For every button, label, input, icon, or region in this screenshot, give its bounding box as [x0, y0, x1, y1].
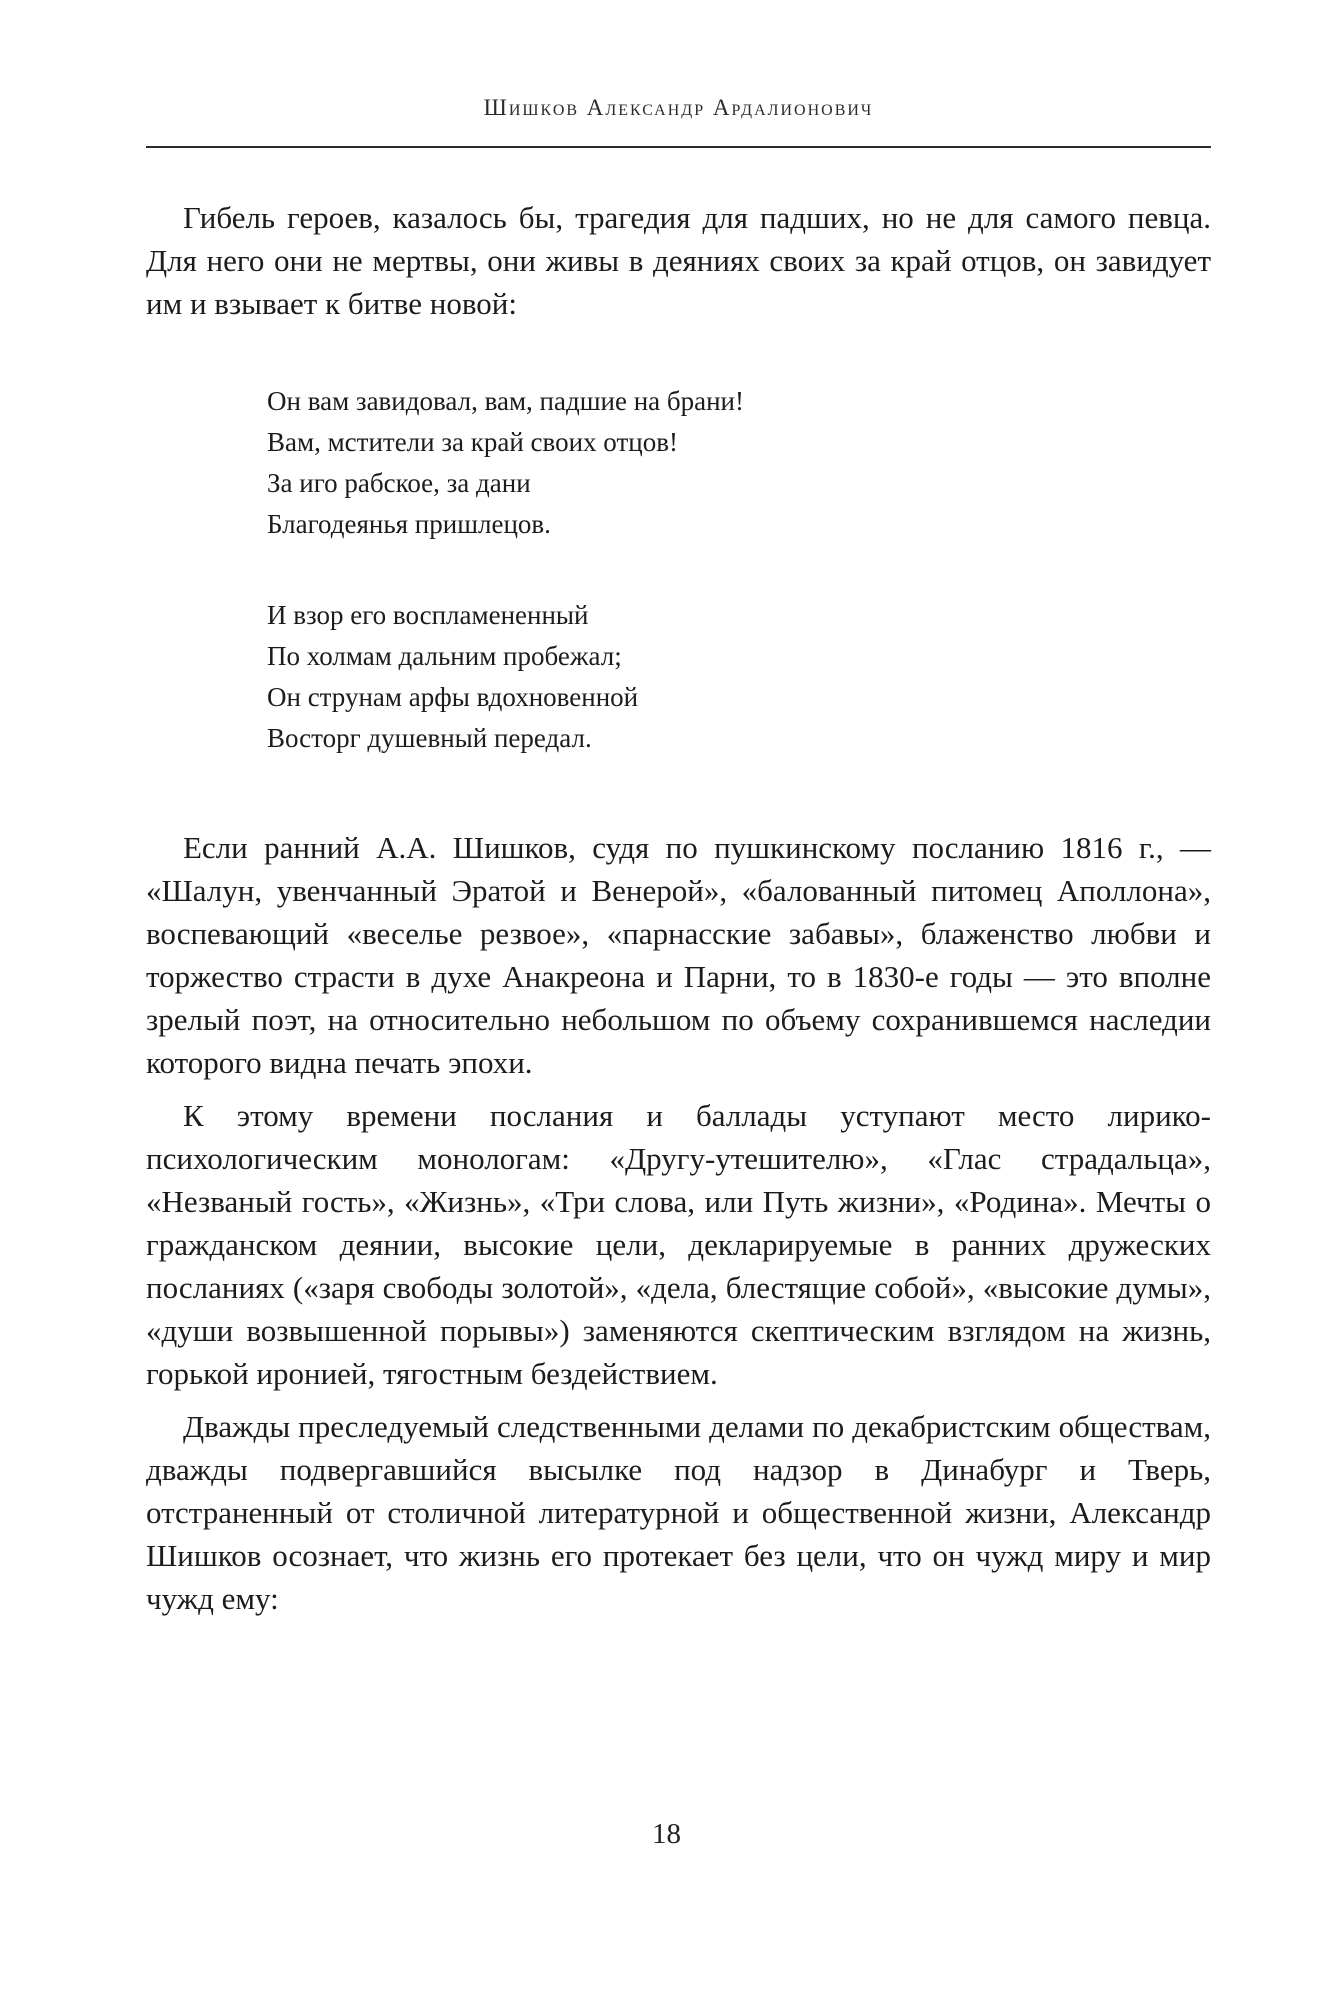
paragraph: Дважды преследуемый следственными делами по декабристским обществам, дважды подвергавшийся высылке под надзор в Динабург и Тверь, отстраненный от столичной литературной и общественной жизни, Александр Шишков осознает, что жизнь его протекает без цели, что он чужд миру и мир чужд ему:: [146, 1409, 1211, 1616]
paragraph-gap: [146, 1084, 1211, 1094]
verse-line: Он вам завидовал, вам, падшие на брани!: [267, 386, 744, 416]
paragraph: Если ранний А.А. Шишков, судя по пушкинскому посланию 1816 г., — «Шалун, увенчанный Эратой и Венерой», «балованный питомец Аполлона», воспевающий «веселье резвое», «парнасские забавы», блаженство любви и торжество страсти в духе Анакреона и Парни, то в 1830-е годы — это вполне зрелый поэт, на относительно небольшом по объему сохранившемся наследии которого видна печать эпохи.: [146, 830, 1211, 1080]
running-head: Шишков Александр Ардалионович: [483, 95, 874, 120]
verse-line: За иго рабское, за дани: [267, 468, 531, 498]
verse-line: Благодеянья пришлецов.: [267, 509, 551, 539]
main-text: [146, 826, 1211, 1620]
paragraph: Гибель героев, казалось бы, трагедия для падших, но не для самого певца. Для него они не мертвы, они живы в деяниях своих за край отцов, он завидует им и взывает к битве новой:: [146, 200, 1211, 321]
verse-line: По холмам дальним пробежал;: [267, 641, 622, 671]
header-rule: [146, 146, 1211, 148]
page-number: 18: [652, 1818, 681, 1850]
verse-line: Он струнам арфы вдохновенной: [267, 682, 639, 712]
intro-text: [146, 196, 1211, 325]
verse-stanza-2: [267, 595, 638, 759]
paragraph: К этому времени послания и баллады уступают место лирико-психологическим монологам: «Другу-утешителю», «Глас страдальца», «Незваный гость», «Жизнь», «Три слова, или Путь жизни», «Родина». Мечты о гражданском деянии, высокие цели, декларируемые в ранних дружеских посланиях («заря свободы золотой», «дела, блестящие собой», «высокие думы», «души возвышенной порывы») заменяются скептическим взглядом на жизнь, горькой иронией, тягостным бездействием.: [146, 1098, 1211, 1391]
verse-stanza-1: [267, 381, 744, 545]
verse-line: Вам, мстители за край своих отцов!: [267, 427, 678, 457]
paragraph-gap: [146, 1395, 1211, 1405]
verse-line: И взор его воспламененный: [267, 600, 589, 630]
verse-line: Восторг душевный передал.: [267, 723, 592, 753]
